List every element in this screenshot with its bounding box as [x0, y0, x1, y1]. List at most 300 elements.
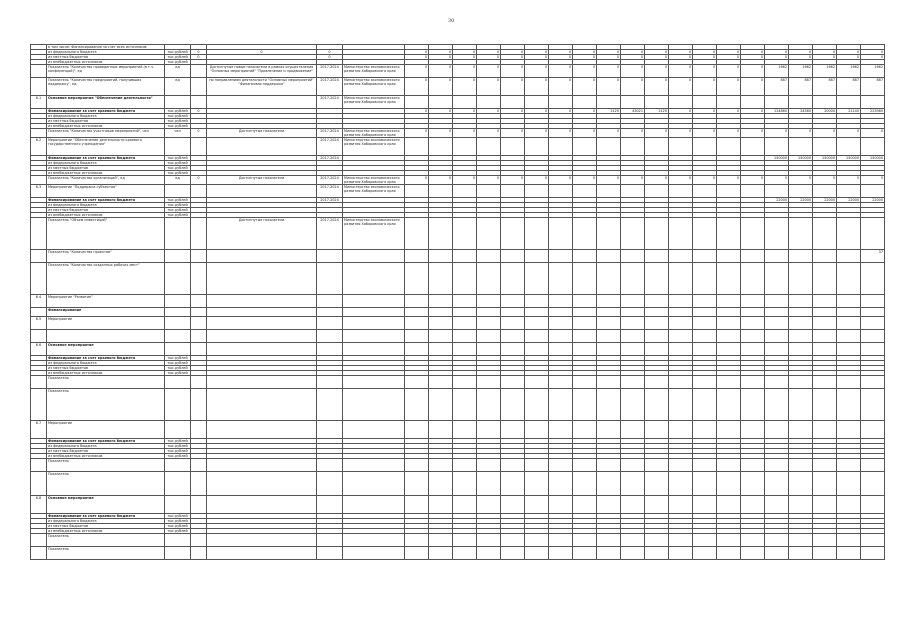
table-row — [31, 330, 885, 343]
row-value-cell — [549, 534, 573, 547]
row-name-cell: из внебюджетных источников — [47, 371, 165, 376]
row-value-cell: 1662 — [813, 65, 837, 78]
row-value-cell: 0 — [693, 65, 717, 78]
row-value-cell — [765, 295, 789, 308]
row-result-cell — [207, 547, 317, 560]
row-value-cell: 0 — [429, 65, 453, 78]
row-value-cell — [453, 534, 477, 547]
table-row — [31, 534, 885, 547]
row-value-cell: 1662 — [789, 65, 813, 78]
row-executor-cell: Министерство экономического развития Хабаровского края — [343, 185, 405, 198]
row-code-cell — [191, 295, 207, 308]
row-value-cell — [549, 343, 573, 356]
row-unit-cell: тыс.рублей — [165, 371, 191, 376]
row-value-cell — [549, 547, 573, 560]
row-unit-cell: тыс.рублей — [165, 119, 191, 124]
row-value-cell: 5 — [813, 176, 837, 185]
row-value-cell — [453, 459, 477, 472]
row-value-cell: 0 — [741, 78, 765, 96]
row-value-cell — [741, 330, 765, 343]
row-period-cell: 2017-2024 — [317, 78, 343, 96]
row-value-cell: 0 — [741, 176, 765, 185]
row-period-cell: 2017-2024 — [317, 65, 343, 78]
row-unit-cell: тыс.рублей — [165, 156, 191, 161]
row-code-cell: 0 — [191, 109, 207, 114]
row-code-cell — [191, 218, 207, 250]
row-value-cell — [597, 250, 621, 263]
row-value-cell: 0 — [669, 109, 693, 114]
row-value-cell: 0 — [549, 65, 573, 78]
row-value-cell — [765, 308, 789, 317]
row-executor-cell — [343, 295, 405, 308]
row-result-cell — [207, 96, 317, 109]
row-value-cell — [741, 295, 765, 308]
row-value-cell — [645, 96, 669, 109]
row-value-cell: 0 — [573, 176, 597, 185]
row-value-cell — [861, 547, 885, 560]
row-value-cell: 150000 — [765, 156, 789, 161]
row-value-cell — [789, 459, 813, 472]
row-value-cell — [813, 308, 837, 317]
row-name-cell: из местных бюджетов — [47, 524, 165, 529]
row-value-cell — [621, 343, 645, 356]
row-value-cell — [693, 317, 717, 330]
row-value-cell — [693, 185, 717, 198]
row-value-cell — [477, 250, 501, 263]
row-value-cell — [693, 389, 717, 421]
row-value-cell — [837, 421, 861, 439]
row-value-cell — [453, 185, 477, 198]
row-value-cell — [405, 295, 429, 308]
row-value-cell — [693, 534, 717, 547]
row-value-cell — [429, 547, 453, 560]
row-name-cell: из местных бюджетов — [47, 449, 165, 454]
row-value-cell: 0 — [549, 109, 573, 114]
row-code-cell — [191, 96, 207, 109]
row-executor-cell — [343, 459, 405, 472]
row-value-cell: 0 — [429, 176, 453, 185]
row-value-cell — [621, 376, 645, 389]
row-name-cell: из местных бюджетов — [47, 208, 165, 213]
row-value-cell — [693, 343, 717, 356]
row-value-cell — [453, 547, 477, 560]
row-value-cell — [837, 218, 861, 250]
row-executor-cell — [343, 472, 405, 496]
row-value-cell — [693, 250, 717, 263]
row-value-cell — [429, 343, 453, 356]
row-value-cell — [669, 343, 693, 356]
row-value-cell — [549, 459, 573, 472]
row-unit-cell: тыс.рублей — [165, 166, 191, 171]
row-value-cell: 887 — [861, 78, 885, 96]
row-value-cell: 20000 — [813, 109, 837, 114]
row-result-cell: по направлениям деятельности "Основных мероприятий" "Финансовая поддержка" — [207, 78, 317, 96]
row-name-cell: из местных бюджетов — [47, 366, 165, 371]
row-name-cell: Финансирование — [47, 308, 165, 317]
row-executor-cell: Министерство экономического развития Хабаровского края — [343, 129, 405, 138]
row-value-cell — [573, 496, 597, 514]
row-value-cell — [453, 308, 477, 317]
row-value-cell — [813, 263, 837, 295]
row-value-cell — [741, 138, 765, 156]
row-code-cell — [191, 376, 207, 389]
row-value-cell — [669, 547, 693, 560]
row-value-cell — [429, 96, 453, 109]
row-value-cell: 0 — [693, 55, 717, 60]
row-value-cell — [693, 421, 717, 439]
row-value-cell — [669, 250, 693, 263]
row-number-cell: 6.4 — [31, 295, 47, 308]
row-value-cell — [405, 421, 429, 439]
row-value-cell: 0 — [477, 65, 501, 78]
row-value-cell — [597, 295, 621, 308]
row-value-cell: 887 — [789, 78, 813, 96]
row-value-cell — [429, 218, 453, 250]
row-value-cell — [741, 250, 765, 263]
row-value-cell: 0 — [621, 55, 645, 60]
row-value-cell: 0 — [765, 129, 789, 138]
row-value-cell: 0 — [549, 129, 573, 138]
row-unit-cell — [165, 343, 191, 356]
row-value-cell: 0 — [453, 109, 477, 114]
row-unit-cell: тыс.рублей — [165, 109, 191, 114]
row-period-cell: 2017-2024 — [317, 129, 343, 138]
row-value-cell: 0 — [621, 50, 645, 55]
row-number-cell — [31, 176, 47, 185]
table-row — [31, 263, 885, 295]
row-name-cell: Финансирование за счет краевого бюджета — [47, 109, 165, 114]
row-value-cell: 150000 — [837, 156, 861, 161]
row-value-cell: 124860 — [765, 109, 789, 114]
row-value-cell — [717, 547, 741, 560]
row-value-cell — [405, 96, 429, 109]
row-result-cell — [207, 295, 317, 308]
row-value-cell: 0 — [525, 176, 549, 185]
row-value-cell: 22000 — [765, 198, 789, 203]
row-name-cell: из внебюджетных источников — [47, 171, 165, 176]
row-value-cell — [765, 343, 789, 356]
row-value-cell: 0 — [501, 50, 525, 55]
row-value-cell: 5 — [861, 176, 885, 185]
row-value-cell — [741, 496, 765, 514]
row-executor-cell: Министерство экономического развития Хабаровского края — [343, 96, 405, 109]
row-value-cell — [837, 295, 861, 308]
row-value-cell — [573, 459, 597, 472]
row-value-cell — [597, 185, 621, 198]
row-value-cell — [837, 138, 861, 156]
row-value-cell — [597, 376, 621, 389]
row-value-cell: 0 — [429, 50, 453, 55]
row-value-cell — [621, 308, 645, 317]
row-value-cell — [693, 308, 717, 317]
row-value-cell: 0 — [669, 78, 693, 96]
row-value-cell — [477, 459, 501, 472]
row-value-cell — [597, 308, 621, 317]
row-value-cell — [453, 295, 477, 308]
row-value-cell — [741, 185, 765, 198]
row-unit-cell — [165, 317, 191, 330]
row-value-cell — [765, 389, 789, 421]
row-value-cell: 0 — [717, 176, 741, 185]
row-unit-cell — [165, 330, 191, 343]
row-value-cell: 150000 — [813, 156, 837, 161]
row-code-cell: 0 — [191, 176, 207, 185]
row-value-cell: 0 — [813, 129, 837, 138]
row-value-cell: 0 — [813, 50, 837, 55]
row-value-cell — [525, 308, 549, 317]
row-result-cell — [207, 138, 317, 156]
row-value-cell: 0 — [789, 50, 813, 55]
row-executor-cell: Министерство экономического развития Хабаровского края — [343, 78, 405, 96]
row-value-cell: 0 — [861, 129, 885, 138]
row-value-cell — [453, 376, 477, 389]
row-value-cell — [741, 96, 765, 109]
row-value-cell — [477, 389, 501, 421]
table-row — [31, 308, 885, 317]
row-value-cell — [645, 138, 669, 156]
row-unit-cell: тыс.рублей — [165, 366, 191, 371]
row-period-cell: 2017-2024 — [317, 218, 343, 250]
row-code-cell: 0 — [191, 55, 207, 60]
row-code-cell — [191, 138, 207, 156]
row-value-cell — [837, 547, 861, 560]
row-value-cell — [573, 547, 597, 560]
row-value-cell — [525, 138, 549, 156]
row-value-cell — [717, 96, 741, 109]
row-value-cell — [405, 138, 429, 156]
row-unit-cell — [165, 496, 191, 514]
row-value-cell — [573, 185, 597, 198]
row-value-cell — [717, 250, 741, 263]
row-value-cell — [861, 138, 885, 156]
row-value-cell — [621, 218, 645, 250]
row-result-cell — [207, 421, 317, 439]
row-value-cell — [669, 185, 693, 198]
row-value-cell — [429, 308, 453, 317]
row-value-cell: 0 — [621, 176, 645, 185]
row-value-cell — [549, 295, 573, 308]
row-period-cell — [317, 330, 343, 343]
row-executor-cell — [343, 496, 405, 514]
row-value-cell — [789, 421, 813, 439]
row-value-cell — [741, 534, 765, 547]
row-value-cell — [549, 472, 573, 496]
row-value-cell: 0 — [669, 65, 693, 78]
row-period-cell: 2017-2024 — [317, 156, 343, 161]
row-value-cell — [405, 496, 429, 514]
row-value-cell — [597, 317, 621, 330]
row-value-cell — [501, 534, 525, 547]
row-value-cell — [765, 376, 789, 389]
row-value-cell — [429, 496, 453, 514]
row-period-cell — [317, 496, 343, 514]
row-period-cell: 2017-2024 — [317, 176, 343, 185]
row-value-cell: 0 — [861, 50, 885, 55]
row-value-cell: 0 — [717, 129, 741, 138]
table-row — [31, 295, 885, 308]
row-value-cell — [765, 185, 789, 198]
program-table-sheet — [30, 44, 883, 616]
row-value-cell — [789, 343, 813, 356]
row-value-cell — [573, 250, 597, 263]
row-value-cell: 2120 — [645, 109, 669, 114]
row-value-cell — [813, 376, 837, 389]
table-row — [31, 389, 885, 421]
row-value-cell — [405, 250, 429, 263]
row-unit-cell: тыс.рублей — [165, 114, 191, 119]
row-value-cell — [573, 295, 597, 308]
row-value-cell — [429, 376, 453, 389]
row-value-cell — [765, 459, 789, 472]
row-value-cell — [501, 547, 525, 560]
row-value-cell — [525, 218, 549, 250]
row-value-cell — [429, 263, 453, 295]
row-value-cell: 150000 — [861, 156, 885, 161]
row-value-cell — [813, 250, 837, 263]
row-value-cell — [669, 263, 693, 295]
row-executor-cell — [343, 534, 405, 547]
row-value-cell — [765, 96, 789, 109]
row-period-cell — [317, 343, 343, 356]
row-value-cell — [765, 317, 789, 330]
row-value-cell — [453, 263, 477, 295]
row-value-cell — [453, 250, 477, 263]
row-result-cell — [207, 330, 317, 343]
row-value-cell — [765, 534, 789, 547]
row-value-cell: 0 — [597, 55, 621, 60]
row-code-cell — [191, 389, 207, 421]
row-executor-cell: Министерство экономического развития Хабаровского края — [343, 138, 405, 156]
row-number-cell — [31, 65, 47, 78]
row-value-cell — [861, 376, 885, 389]
row-value-cell: 0 — [621, 78, 645, 96]
row-value-cell — [549, 376, 573, 389]
table-row — [31, 96, 885, 109]
table-row — [31, 459, 885, 472]
row-name-cell: Мероприятие — [47, 421, 165, 439]
row-value-cell — [573, 343, 597, 356]
row-value-cell — [765, 263, 789, 295]
row-value-cell — [525, 263, 549, 295]
row-value-cell — [813, 421, 837, 439]
row-value-cell — [741, 218, 765, 250]
row-value-cell — [837, 376, 861, 389]
row-number-cell — [31, 308, 47, 317]
row-value-cell — [573, 96, 597, 109]
row-value-cell — [861, 185, 885, 198]
row-value-cell — [861, 96, 885, 109]
row-value-cell — [717, 343, 741, 356]
row-value-cell — [837, 459, 861, 472]
row-name-cell: из внебюджетных источников — [47, 529, 165, 534]
row-value-cell: 1662 — [837, 65, 861, 78]
row-value-cell — [549, 138, 573, 156]
row-value-cell — [525, 343, 549, 356]
row-value-cell: 223980 — [861, 109, 885, 114]
row-value-cell — [525, 534, 549, 547]
row-value-cell — [453, 496, 477, 514]
row-period-cell: 2017-2024 — [317, 185, 343, 198]
row-value-cell — [621, 389, 645, 421]
row-period-cell — [317, 250, 343, 263]
row-value-cell — [477, 185, 501, 198]
row-unit-cell: тыс.рублей — [165, 514, 191, 519]
row-value-cell: 0 — [645, 129, 669, 138]
row-value-cell: 0 — [597, 50, 621, 55]
row-value-cell: 0 — [645, 78, 669, 96]
row-value-cell: 0 — [621, 129, 645, 138]
row-value-cell — [525, 330, 549, 343]
row-value-cell — [789, 263, 813, 295]
row-unit-cell: тыс.рублей — [165, 161, 191, 166]
row-number-cell: 6.3 — [31, 185, 47, 198]
row-value-cell — [861, 295, 885, 308]
row-unit-cell: тыс.рублей — [165, 60, 191, 65]
row-unit-cell — [165, 547, 191, 560]
row-value-cell — [453, 317, 477, 330]
row-value-cell — [645, 218, 669, 250]
row-value-cell — [549, 330, 573, 343]
row-name-cell: Мероприятие "Развитие" — [47, 295, 165, 308]
row-code-cell — [191, 547, 207, 560]
row-value-cell — [813, 330, 837, 343]
row-value-cell — [477, 343, 501, 356]
row-code-cell — [191, 496, 207, 514]
row-value-cell: 0 — [741, 50, 765, 55]
row-value-cell — [645, 547, 669, 560]
row-code-cell — [191, 185, 207, 198]
row-value-cell: 1662 — [861, 65, 885, 78]
row-value-cell — [741, 308, 765, 317]
row-value-cell — [429, 138, 453, 156]
row-value-cell: 21140 — [837, 109, 861, 114]
row-value-cell: 0 — [405, 55, 429, 60]
row-value-cell — [741, 547, 765, 560]
row-value-cell: 22000 — [789, 198, 813, 203]
row-value-cell — [741, 421, 765, 439]
row-value-cell: 0 — [501, 65, 525, 78]
row-value-cell — [837, 330, 861, 343]
row-value-cell — [813, 185, 837, 198]
row-value-cell — [453, 472, 477, 496]
row-value-cell — [645, 421, 669, 439]
row-value-cell — [501, 308, 525, 317]
row-value-cell: 0 — [573, 50, 597, 55]
table-row — [31, 376, 885, 389]
row-value-cell: 0 — [525, 65, 549, 78]
row-value-cell — [405, 218, 429, 250]
row-code-cell: 0 — [191, 129, 207, 138]
row-value-cell — [597, 263, 621, 295]
row-value-cell — [789, 376, 813, 389]
row-value-cell — [789, 308, 813, 317]
row-value-cell — [837, 472, 861, 496]
row-value-cell: 0 — [717, 109, 741, 114]
row-name-cell: из федерального бюджета — [47, 444, 165, 449]
row-name-cell: Финансирование за счет краевого бюджета — [47, 198, 165, 203]
row-value-cell — [789, 547, 813, 560]
row-value-cell: 0 — [741, 55, 765, 60]
row-value-cell — [501, 459, 525, 472]
row-value-cell — [597, 421, 621, 439]
row-period-cell — [317, 295, 343, 308]
row-value-cell — [597, 459, 621, 472]
row-value-cell: 0 — [501, 129, 525, 138]
row-value-cell — [741, 459, 765, 472]
row-value-cell: 0 — [837, 129, 861, 138]
row-value-cell — [477, 295, 501, 308]
row-value-cell — [645, 472, 669, 496]
